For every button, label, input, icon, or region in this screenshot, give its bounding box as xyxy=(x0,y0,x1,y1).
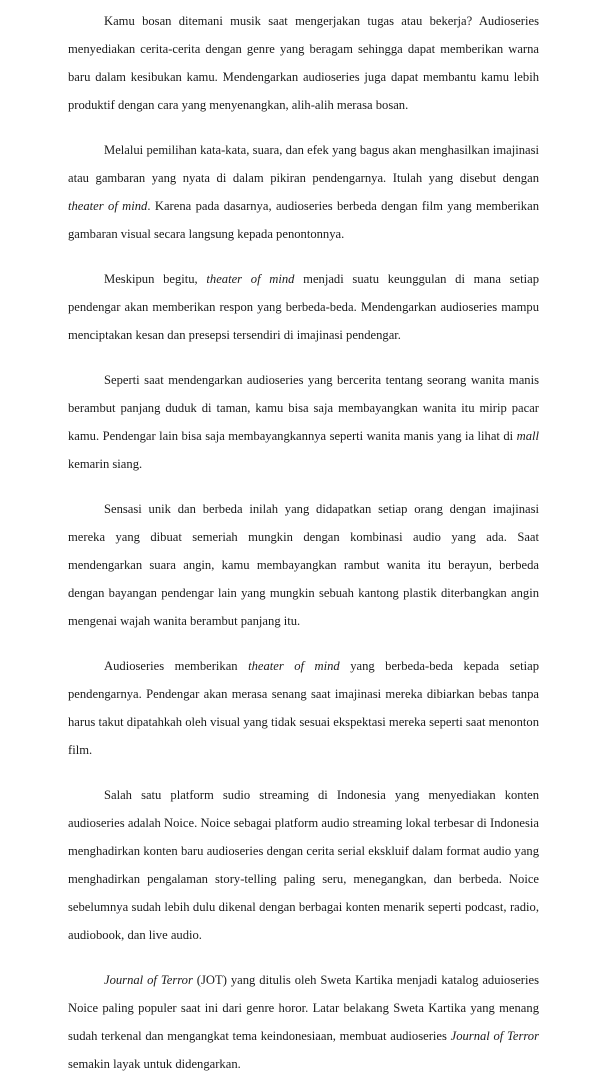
italic-term: mall xyxy=(516,429,539,443)
italic-term: Journal of Terror xyxy=(104,973,193,987)
paragraph-text: Audioseries memberikan xyxy=(104,659,249,673)
paragraph-text: kemarin siang. xyxy=(68,457,143,471)
paragraph-text: Sensasi unik dan berbeda inilah yang didapatkan setiap orang dengan imajinasi mereka yang dibuat semeriah mungkin dengan kombinasi audio yang ada. Saat mendengarkan suara angin, kamu membayangkan rambut wanita itu berayun, berbeda dengan bayangan pendengar lain yang mungkin sebuah kantong plastik diterbangkan angin mengenai wajah wanita berambut panjang itu. xyxy=(68,502,539,628)
italic-term: theater of mind xyxy=(206,272,295,286)
paragraph-text: (JOT) yang ditulis oleh Sweta Kartika menjadi katalog aduioseries Noice paling populer saat ini dari genre horor. Latar belakang Sweta Kartika yang menang sudah terkenal dan mengangkat tema keindonesiaan, membuat audioseries xyxy=(68,973,539,1043)
paragraph xyxy=(68,265,539,349)
paragraph xyxy=(68,495,539,635)
paragraph-text: yang berbeda-beda kepada setiap pendengarnya. Pendengar akan merasa senang saat imajinasi mereka dibiarkan bebas tanpa harus takut dipatahkah oleh visual yang tidak sesuai ekspektasi mereka seperti saat menonton film. xyxy=(68,659,539,757)
paragraph xyxy=(68,781,539,949)
paragraph xyxy=(68,966,539,1078)
paragraph-text: semakin layak untuk didengarkan. xyxy=(68,1057,241,1071)
paragraph-text: Meskipun begitu, xyxy=(104,272,207,286)
paragraph xyxy=(68,7,539,119)
paragraph-text: Kamu bosan ditemani musik saat mengerjakan tugas atau bekerja? Audioseries menyediakan cerita-cerita dengan genre yang beragam sehingga dapat memberikan warna baru dalam kesibukan kamu. Mendengarkan audioseries juga dapat membantu kamu lebih produktif dengan cara yang menyenangkan, alih-alih merasa bosan. xyxy=(68,14,539,112)
italic-term: theater of mind xyxy=(248,659,340,673)
paragraph-text: . Karena pada dasarnya, audioseries berbeda dengan film yang memberikan gambaran visual secara langsung kepada penontonnya. xyxy=(68,199,539,241)
paragraph xyxy=(68,366,539,478)
paragraph-text: menjadi suatu keunggulan di mana setiap pendengar akan memberikan respon yang berbeda-beda. Mendengarkan audioseries mampu menciptakan kesan dan presepsi tersendiri di imajinasi pendengar. xyxy=(68,272,539,342)
paragraph-text: Salah satu platform sudio streaming di Indonesia yang menyediakan konten audioseries adalah Noice. Noice sebagai platform audio streaming lokal terbesar di Indonesia menghadirkan konten baru audioseries dengan cerita serial ekskluif dalam format audio yang menghadirkan pengalaman story-telling paling seru, menegangkan, dan berbeda. Noice sebelumnya sudah lebih dulu dikenal dengan berbagai konten menarik seperti podcast, radio, audiobook, dan live audio. xyxy=(68,788,539,942)
paragraph-text: Melalui pemilihan kata-kata, suara, dan efek yang bagus akan menghasilkan imajinasi atau gambaran yang nyata di dalam pikiran pendengarnya. Itulah yang disebut dengan xyxy=(68,143,539,185)
italic-term: Journal of Terror xyxy=(450,1029,539,1043)
paragraph xyxy=(68,136,539,248)
paragraph xyxy=(68,652,539,764)
italic-term: theater of mind xyxy=(68,199,148,213)
paragraph-text: Seperti saat mendengarkan audioseries yang bercerita tentang seorang wanita manis berambut panjang duduk di taman, kamu bisa saja membayangkan wanita itu mirip pacar kamu. Pendengar lain bisa saja membayangkannya seperti wanita manis yang ia lihat di xyxy=(68,373,539,443)
